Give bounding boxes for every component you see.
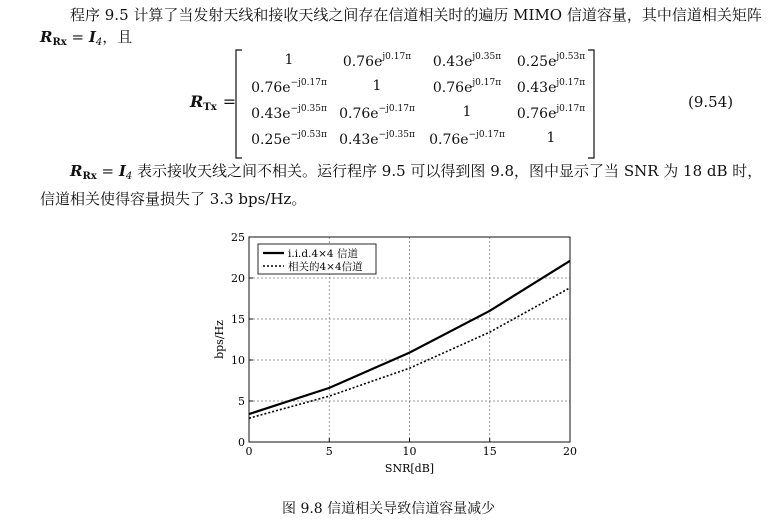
rrx-equals-2: = bbox=[96, 162, 119, 180]
matrix-cell bbox=[244, 104, 334, 122]
figure-caption: 图 9.8 信道相关导致信道容量减少 bbox=[282, 501, 496, 517]
matrix-cell-base: 0.76e bbox=[339, 106, 379, 122]
y-tick-label: 25 bbox=[231, 231, 245, 244]
matrix-cell-base: 0.25e bbox=[516, 54, 557, 70]
matrix-cell-base: 0.25e bbox=[251, 132, 291, 148]
matrix-cell-exponent: −j0.35π bbox=[290, 104, 327, 114]
matrix-cell-exponent: j0.53π bbox=[556, 52, 586, 62]
y-tick-label: 20 bbox=[231, 272, 245, 285]
matrix-cell-exponent: −j0.17π bbox=[468, 130, 505, 140]
matrix-cell bbox=[422, 130, 512, 148]
matrix-cell-exponent: j0.17π bbox=[556, 104, 586, 114]
matrix-cell-base: 0.43e bbox=[432, 54, 473, 70]
legend-label: 相关的4×4信道 bbox=[288, 261, 363, 273]
matrix-cell-exponent: −j0.17π bbox=[290, 78, 327, 88]
y-tick-label: 10 bbox=[231, 354, 245, 367]
matrix-cell bbox=[244, 52, 334, 68]
intro-text: 程序 9.5 计算了当发射天线和接收天线之间存在信道相关时的遍历 MIMO 信道容量，其中信道相关矩阵 bbox=[70, 6, 762, 24]
matrix-cell-base: 1 bbox=[546, 130, 556, 146]
matrix-cell-base: 1 bbox=[462, 104, 472, 120]
y-tick-label: 0 bbox=[238, 436, 245, 449]
matrix-cell bbox=[422, 52, 512, 70]
x-tick-label: 10 bbox=[402, 445, 417, 458]
matrix-cell bbox=[506, 130, 596, 146]
matrix-cell-exponent: j0.17π bbox=[382, 52, 412, 62]
matrix-cell-base: 0.76e bbox=[342, 54, 383, 70]
matrix-cell-base: 0.76e bbox=[251, 80, 291, 96]
x-axis-label: SNR[dB] bbox=[384, 462, 435, 475]
matrix-cell bbox=[332, 52, 422, 70]
matrix-cell bbox=[506, 104, 596, 122]
correlation-matrix bbox=[184, 48, 614, 160]
matrix-cell bbox=[332, 104, 422, 122]
matrix-cell-exponent: −j0.53π bbox=[290, 130, 327, 140]
matrix-cell bbox=[244, 130, 334, 148]
legend-label: i.i.d.4×4 信道 bbox=[288, 248, 358, 260]
y-tick-label: 5 bbox=[238, 395, 245, 408]
matrix-cell-base: 0.43e bbox=[516, 80, 557, 96]
rrx-symbol: R bbox=[40, 28, 53, 46]
matrix-cell-exponent: −j0.17π bbox=[378, 104, 415, 114]
y-tick-label: 15 bbox=[231, 313, 245, 326]
matrix-cell-base: 0.76e bbox=[432, 80, 473, 96]
x-tick-label: 5 bbox=[325, 445, 333, 458]
body-paragraph bbox=[40, 160, 770, 210]
matrix-cell bbox=[332, 130, 422, 148]
rtx-subscript: Tx bbox=[203, 102, 217, 113]
x-tick-label: 20 bbox=[563, 445, 577, 458]
matrix-cell-exponent: j0.35π bbox=[472, 52, 502, 62]
y-axis-label: bps/Hz bbox=[213, 320, 226, 359]
rrx-equals: = bbox=[66, 28, 89, 46]
body-text: 表示接收天线之间不相关。运行程序 9.5 可以得到图 9.8，图中显示了当 SNR 为 18 dB 时，信道相关使得容量损失了 3.3 bps/Hz。 bbox=[40, 162, 763, 208]
matrix-cell-base: 0.43e bbox=[339, 132, 379, 148]
capacity-chart bbox=[200, 225, 600, 487]
matrix-cell-base: 1 bbox=[284, 52, 294, 68]
matrix-cell bbox=[422, 104, 512, 120]
rrx-subscript: Rx bbox=[52, 37, 67, 48]
matrix-cell bbox=[244, 78, 334, 96]
x-tick-label: 15 bbox=[482, 445, 497, 458]
matrix-cell bbox=[506, 78, 596, 96]
rrx-symbol-2: R bbox=[70, 162, 83, 180]
rtx-symbol: R bbox=[190, 92, 204, 111]
matrix-cell-exponent: j0.17π bbox=[472, 78, 502, 88]
intro-tail: ，且 bbox=[102, 28, 133, 46]
matrix-cell-base: 0.43e bbox=[251, 106, 291, 122]
matrix-cell-exponent: j0.17π bbox=[556, 78, 586, 88]
identity-subscript-2: 4 bbox=[125, 171, 133, 182]
rtx-equals: = bbox=[222, 92, 237, 111]
matrix-cell-base: 0.76e bbox=[429, 132, 469, 148]
matrix-cell-exponent: −j0.35π bbox=[378, 130, 415, 140]
matrix-cell bbox=[422, 78, 512, 96]
rrx-subscript-2: Rx bbox=[82, 171, 97, 182]
matrix-cell-base: 0.76e bbox=[516, 106, 557, 122]
identity-symbol-2: I bbox=[118, 162, 126, 180]
matrix-cell-base: 1 bbox=[372, 78, 382, 94]
x-tick-label: 0 bbox=[245, 445, 253, 458]
identity-symbol: I bbox=[88, 28, 96, 46]
identity-subscript: 4 bbox=[95, 37, 103, 48]
equation-number: (9.54) bbox=[688, 93, 734, 111]
matrix-cell bbox=[506, 52, 596, 70]
matrix-cell bbox=[332, 78, 422, 94]
intro-paragraph bbox=[40, 4, 770, 54]
